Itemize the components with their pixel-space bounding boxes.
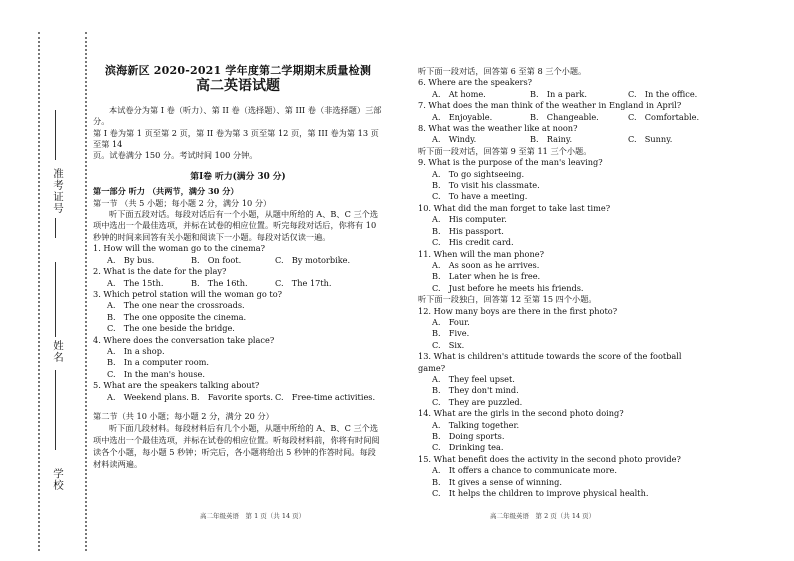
binding-margin <box>0 0 75 561</box>
answer-option: C. It helps the children to improve physical health. <box>432 488 649 499</box>
option-row <box>93 255 383 266</box>
answer-option: A. The 15th. <box>107 277 164 288</box>
question-text: 7. What does the man think of the weather in England in April? <box>418 100 682 111</box>
answer-option: A. As soon as he arrives. <box>432 259 540 270</box>
question-text: 4. Where does the conversation take place? <box>93 334 275 345</box>
answer-option: C. To have a meeting. <box>432 191 528 202</box>
answer-option: B. His passport. <box>432 225 504 236</box>
question-text: 9. What is the purpose of the man's leaving? <box>418 157 603 168</box>
answer-option: B. The one opposite the cinema. <box>107 311 247 322</box>
question-text: 5. What are the speakers talking about? <box>93 380 260 391</box>
answer-option: A. Talking together. <box>432 419 520 430</box>
option-row <box>418 134 698 145</box>
question-text: 3. Which petrol station will the woman go to? <box>93 288 283 299</box>
name-label: 姓名 <box>52 340 64 363</box>
exam-number-line <box>55 110 56 160</box>
answer-option: C. Free-time activities. <box>275 391 376 402</box>
question-list-9-11 <box>418 157 698 294</box>
name-line-lower <box>55 370 56 450</box>
answer-option: A. It offers a chance to communicate more. <box>432 465 617 476</box>
answer-option: B. To visit his classmate. <box>432 180 540 191</box>
question-text: 12. How many boys are there in the first photo? <box>418 305 618 316</box>
footer-page-2: 高二年级英语 第 2 页（共 14 页） <box>490 512 596 520</box>
option-row <box>93 278 383 289</box>
answer-option: A. Weekend plans. <box>107 391 189 402</box>
answer-option: A. Four. <box>432 316 470 327</box>
listening-note-9-11: 听下面一段对话，回答第 9 至第 11 三个小题。 <box>418 145 592 156</box>
exam-title: 滨海新区 2020-2021 学年度第二学期期末质量检测 <box>104 64 372 77</box>
part-1-title: 第Ⅰ卷 听力(满分 30 分) <box>190 171 286 182</box>
question-text: 8. What was the weather like at noon? <box>418 123 578 134</box>
answer-option: C. Drinking tea. <box>432 442 504 453</box>
answer-option: A. Windy. <box>432 134 477 145</box>
question-text: 1. How will the woman go to the cinema? <box>93 243 265 254</box>
question-list-6-8 <box>418 77 698 145</box>
exam-subtitle: 高二英语试题 <box>196 78 280 95</box>
answer-option: C. His credit card. <box>432 237 514 248</box>
answer-option: C. Six. <box>432 339 465 350</box>
answer-option: B. In a computer room. <box>107 357 209 368</box>
answer-option: C. They are puzzled. <box>432 396 523 407</box>
option-row <box>418 112 698 123</box>
answer-option: B. It gives a sense of winning. <box>432 476 562 487</box>
answer-option: B. Later when he is free. <box>432 271 541 282</box>
answer-option: C. The one beside the bridge. <box>107 323 235 334</box>
answer-option: A. The one near the crossroads. <box>107 300 245 311</box>
answer-option: A. Enjoyable. <box>432 111 493 122</box>
name-line-upper <box>55 262 56 337</box>
answer-option: A. To go sightseeing. <box>432 168 525 179</box>
answer-option: B. In a park. <box>530 88 588 99</box>
question-text: 2. What is the date for the play? <box>93 266 227 277</box>
question-list-1-5 <box>93 243 383 403</box>
answer-option: B. The 16th. <box>191 277 248 288</box>
binding-dotted-line-inner <box>85 32 87 551</box>
answer-option: B. Changeable. <box>530 111 599 122</box>
sub-section-2-instructions: 听下面几段材料。每段材料后有几个小题，从题中所给的 A、B、C 三个选项中选出一个最佳选项，并标在试卷的相应位置。听每段材料前，你将有时间阅读各个小题，每小题 5 秒钟；听完后，各小题将给出 5 秒钟的作答时间。每段材料读两遍。 <box>93 423 380 470</box>
answer-option: A. In a shop. <box>107 345 165 356</box>
intro-line-3: 页。试卷满分 150 分。考试时间 100 分钟。 <box>93 150 258 161</box>
question-text: 11. When will the man phone? <box>418 248 544 259</box>
intro-line-2: 第 I 卷为第 1 页至第 2 页，第 II 卷为第 3 页至第 12 页，第 III 卷为第 13 页至第 14 <box>93 127 379 150</box>
answer-option: B. On foot. <box>191 254 242 265</box>
exam-number-line-lower <box>55 218 56 238</box>
answer-option: B. Favorite sports. <box>191 391 274 402</box>
question-text: 10. What did the man forget to take last time? <box>418 202 611 213</box>
answer-option: B. Five. <box>432 328 470 339</box>
answer-option: C. In the man's house. <box>107 368 205 379</box>
sub-section-1-title: 第一节 （共 5 小题；每小题 2 分，满分 10 分） <box>93 197 272 208</box>
answer-option: C. The 17th. <box>275 277 332 288</box>
listening-note-6-8: 听下面一段对话，回答第 6 至第 8 三个小题。 <box>418 66 587 76</box>
section-1-title: 第一部分 听力 （共两节，满分 30 分） <box>93 186 239 197</box>
intro-line-1: 本试卷分为第 I 卷（听力）、第 II 卷（选择题）、第 III 卷（非选择题）三部分。 <box>93 104 382 127</box>
answer-option: A. By bus. <box>107 254 155 265</box>
answer-option: B. Rainy. <box>530 134 573 145</box>
answer-option: C. Sunny. <box>628 134 673 145</box>
exam-number-label: 准考证号 <box>52 168 64 214</box>
page-2 <box>418 66 698 499</box>
footer-page-1: 高二年级英语 第 1 页（共 14 页） <box>200 512 306 520</box>
answer-option: A. At home. <box>432 88 486 99</box>
binding-dotted-line <box>38 32 40 551</box>
school-label: 学校 <box>52 468 64 491</box>
sub-section-2-title: 第二节（共 10 小题；每小题 2 分，满分 20 分） <box>93 410 274 421</box>
question-text: 13. What is children's attitude towards the score of the football game? <box>418 351 682 373</box>
question-text: 15. What benefit does the activity in the second photo provide? <box>418 453 681 464</box>
answer-option: C. By motorbike. <box>275 254 351 265</box>
answer-option: C. Comfortable. <box>628 111 700 122</box>
option-row <box>418 89 698 100</box>
answer-option: B. Doing sports. <box>432 431 505 441</box>
answer-option: A. His computer. <box>432 214 507 225</box>
page-1 <box>93 60 383 470</box>
option-row <box>93 392 383 403</box>
answer-option: B. They don't mind. <box>432 385 519 396</box>
question-text: 6. Where are the speakers? <box>418 77 533 88</box>
question-text: 14. What are the girls in the second photo doing? <box>418 408 624 419</box>
answer-option: C. In the office. <box>628 88 698 99</box>
sub-section-1-instructions: 听下面五段对话。每段对话后有一个小题，从题中所给的 A、B、C 三个选项中选出一个最佳选项，并标在试卷的相应位置。听完每段对话后，你将有 10 秒钟的时间来回答有关小题和阅读下一小题。每段对话仅读一遍。 <box>93 209 379 242</box>
listening-note-12-15: 听下面一段独白，回答第 12 至第 15 四个小题。 <box>418 294 597 305</box>
question-list-12-15 <box>418 306 698 500</box>
answer-option: A. They feel upset. <box>432 373 515 384</box>
answer-option: C. Just before he meets his friends. <box>432 282 584 293</box>
